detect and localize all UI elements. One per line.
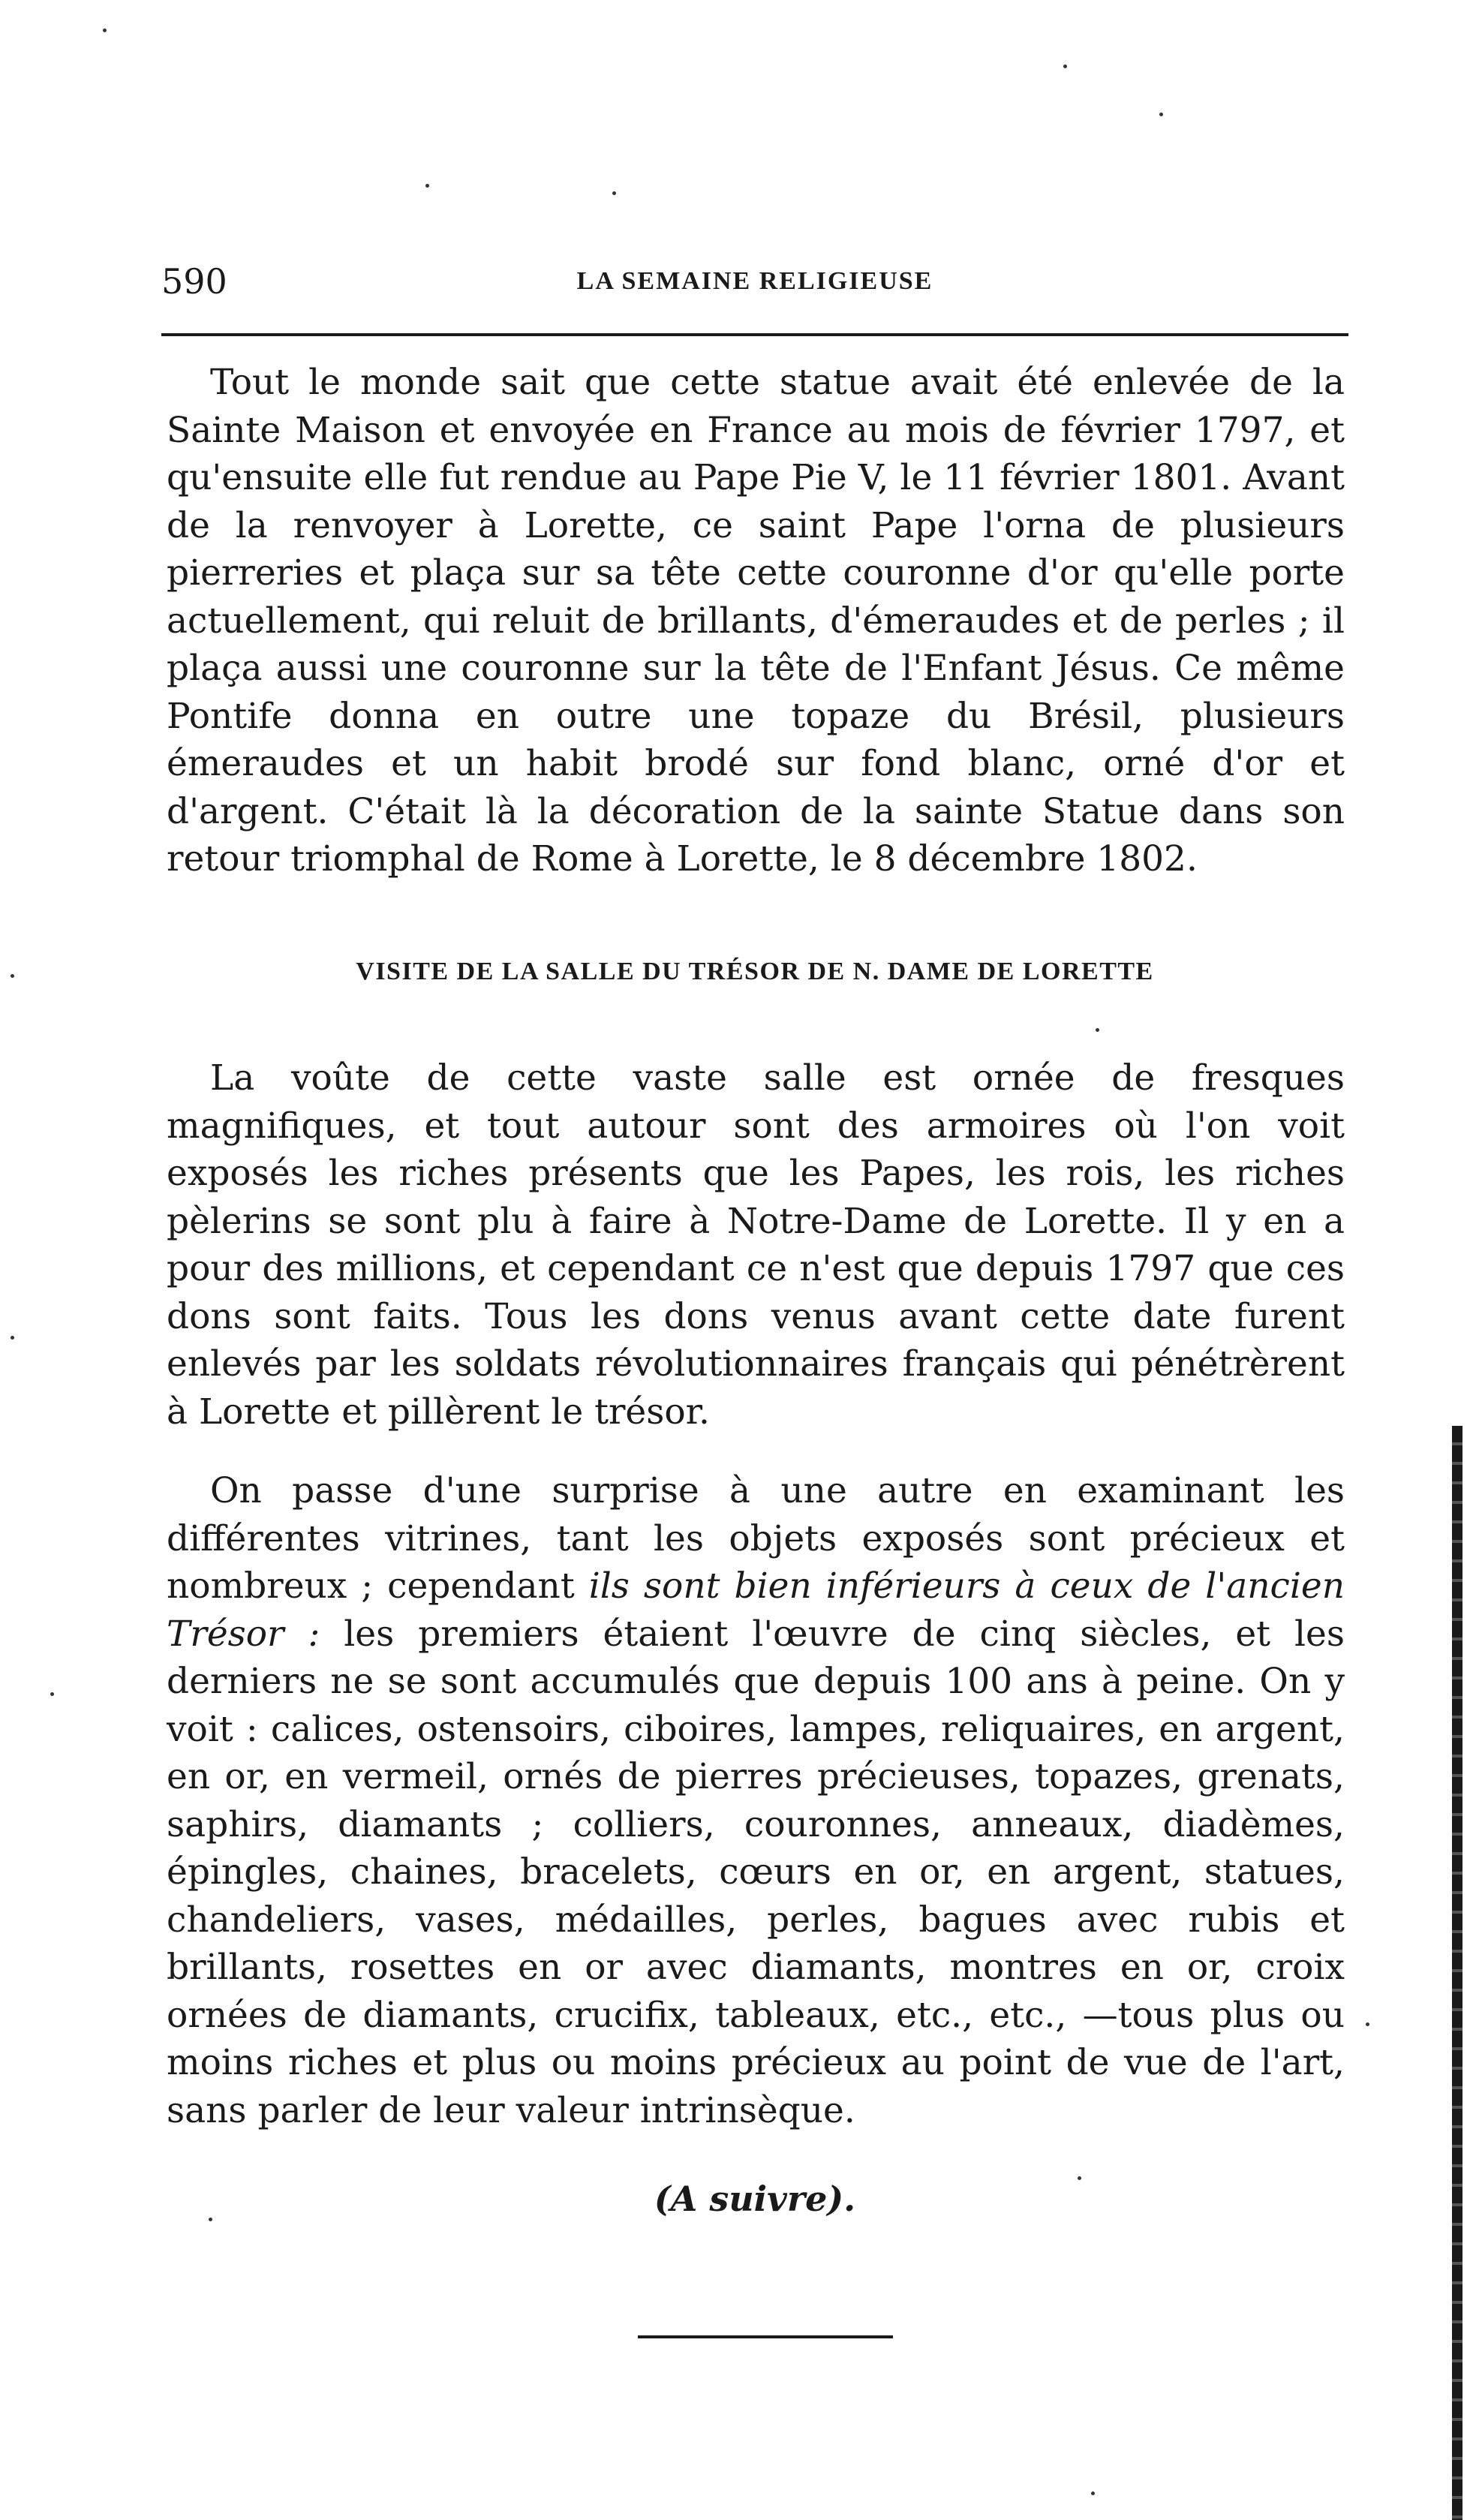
- paragraph-statue-history: Tout le monde sait que cette statue avait été enlevée de la Sainte Maison et envoyée en France au mois de février 1797, et qu'ensuite elle fut rendue au Pape Pie V, le 11 février 1801. Avant de la renvoyer à Lorette, ce saint Pape l'orna de plusieurs pierreries et plaça sur sa tête cette couronne d'or qu'elle porte actuellement, qui reluit de brillants, d'émeraudes et de perles ; il plaça aussi une couronne sur la tête de l'Enfant Jésus. Ce même Pontife donna en outre une topaze du Brésil, plusieurs émeraudes et un habit brodé sur fond blanc, orné d'or et d'argent. C'était là la décoration de la sainte Statue dans son retour triomphal de Rome à Lorette, le 8 décembre 1802.: [167, 362, 1345, 880]
- scan-speck: [11, 1336, 14, 1340]
- running-title: LA SEMAINE RELIGIEUSE: [576, 267, 933, 295]
- paragraph-text-part: On passe d'une surprise à une autre en examinant les différentes vitrines, tant les objets exposés sont précieux et nombreux ; cependant: [167, 1470, 1345, 1607]
- scan-speck: [1366, 2022, 1369, 2026]
- scan-speck: [50, 1692, 54, 1696]
- scan-speck: [1091, 2491, 1095, 2495]
- scan-speck: [1096, 1028, 1099, 1032]
- scan-speck: [209, 2218, 212, 2221]
- end-rule: [638, 2335, 893, 2338]
- scan-speck: [11, 974, 14, 978]
- to-be-continued: (A suivre).: [654, 2179, 856, 2219]
- scan-speck: [612, 191, 616, 195]
- paragraph-treasure-room: La voûte de cette vaste salle est ornée de fresques magnifiques, et tout autour sont des armoires où l'on voit exposés les riches présents que les Papes, les rois, les riches pèlerins se sont plu à faire à Notre-Dame de Lorette. Il y en a pour des millions, et cependant ce n'est que depuis 1797 que ces dons sont faits. Tous les dons venus avant cette date furent enlevés par les soldats révolutionnaires français qui pénétrèrent à Lorette et pillèrent le trésor.: [167, 1057, 1345, 1433]
- scan-edge: [1452, 1426, 1462, 2520]
- page-number: 590: [161, 261, 227, 302]
- scan-speck: [103, 29, 107, 32]
- paragraph-text-part: les premiers étaient l'œuvre de cinq siècles, et les derniers ne se sont accumulés que depuis 100 ans à peine. On y voit : calices, ostensoirs, ciboires, lampes, reliquaires, en argent, en or, en vermeil, ornés de pierres précieuses, topazes, grenats, saphirs, diamants ; colliers, couronnes, anneaux, diadèmes, épingles, chaines, bracelets, cœurs en or, en argent, statues, chandeliers, vases, médailles, perles, bagues avec rubis et brillants, rosettes en or avec diamants, montres en or, croix ornées de diamants, crucifix, tableaux, etc., etc., —tous plus ou moins riches et plus ou moins précieux au point de vue de l'art, sans parler de leur valeur intrinsèque.: [167, 1613, 1345, 2131]
- scan-speck: [1063, 65, 1067, 68]
- scan-speck: [425, 184, 429, 188]
- paragraph-treasure-objects: [167, 1467, 1345, 2134]
- header-rule: [161, 333, 1348, 336]
- section-heading: VISITE DE LA SALLE DU TRÉSOR DE N. DAME DE LORETTE: [356, 958, 1154, 985]
- page-header: [161, 259, 1348, 304]
- scan-speck: [1159, 113, 1163, 116]
- paragraph-italic-part: ils sont bien inférieurs à ceux de l'ancien Trésor :: [167, 1565, 1345, 1655]
- scan-speck: [1078, 2176, 1081, 2180]
